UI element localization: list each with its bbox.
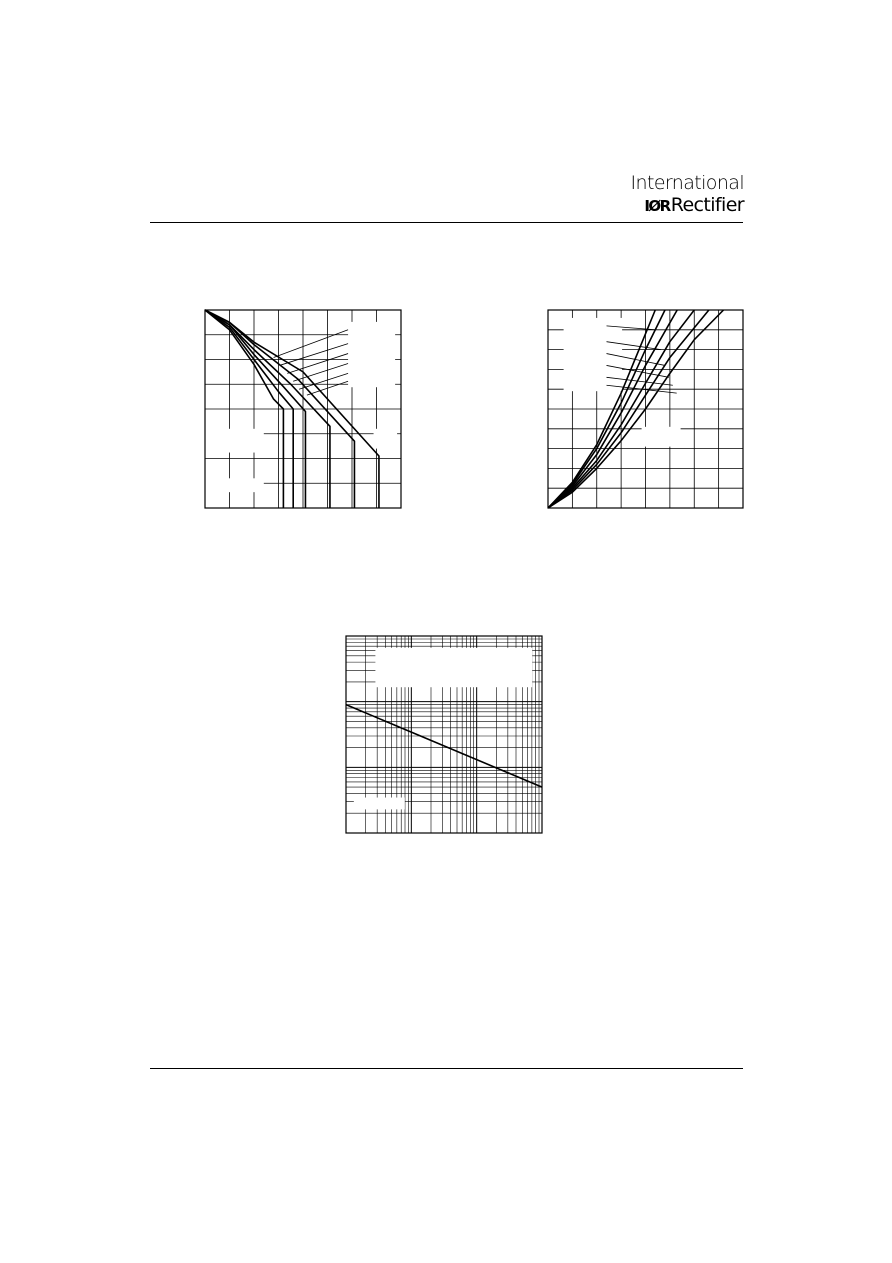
- series-line-1: [346, 705, 542, 787]
- label-area: [642, 427, 681, 447]
- header-rule: [150, 222, 743, 223]
- leader-line: [287, 354, 348, 374]
- leader-line: [274, 330, 348, 358]
- brand-name-line2: Rectifier: [670, 194, 744, 216]
- chart-3: [346, 636, 542, 833]
- chart-2: [548, 310, 743, 508]
- label-area: [374, 429, 398, 449]
- footer-rule: [150, 1068, 743, 1069]
- label-area: [348, 322, 395, 387]
- brand-mark: IØR: [644, 197, 670, 215]
- leader-line: [279, 344, 348, 366]
- leader-line: [293, 363, 348, 381]
- brand-logo: [631, 174, 744, 215]
- label-area: [375, 648, 532, 687]
- brand-name-line2-row: [631, 196, 744, 215]
- label-area: [205, 478, 264, 492]
- label-area: [354, 798, 405, 810]
- chart-1: [205, 310, 401, 508]
- label-area: [205, 429, 264, 453]
- brand-name-line1: International: [630, 172, 744, 194]
